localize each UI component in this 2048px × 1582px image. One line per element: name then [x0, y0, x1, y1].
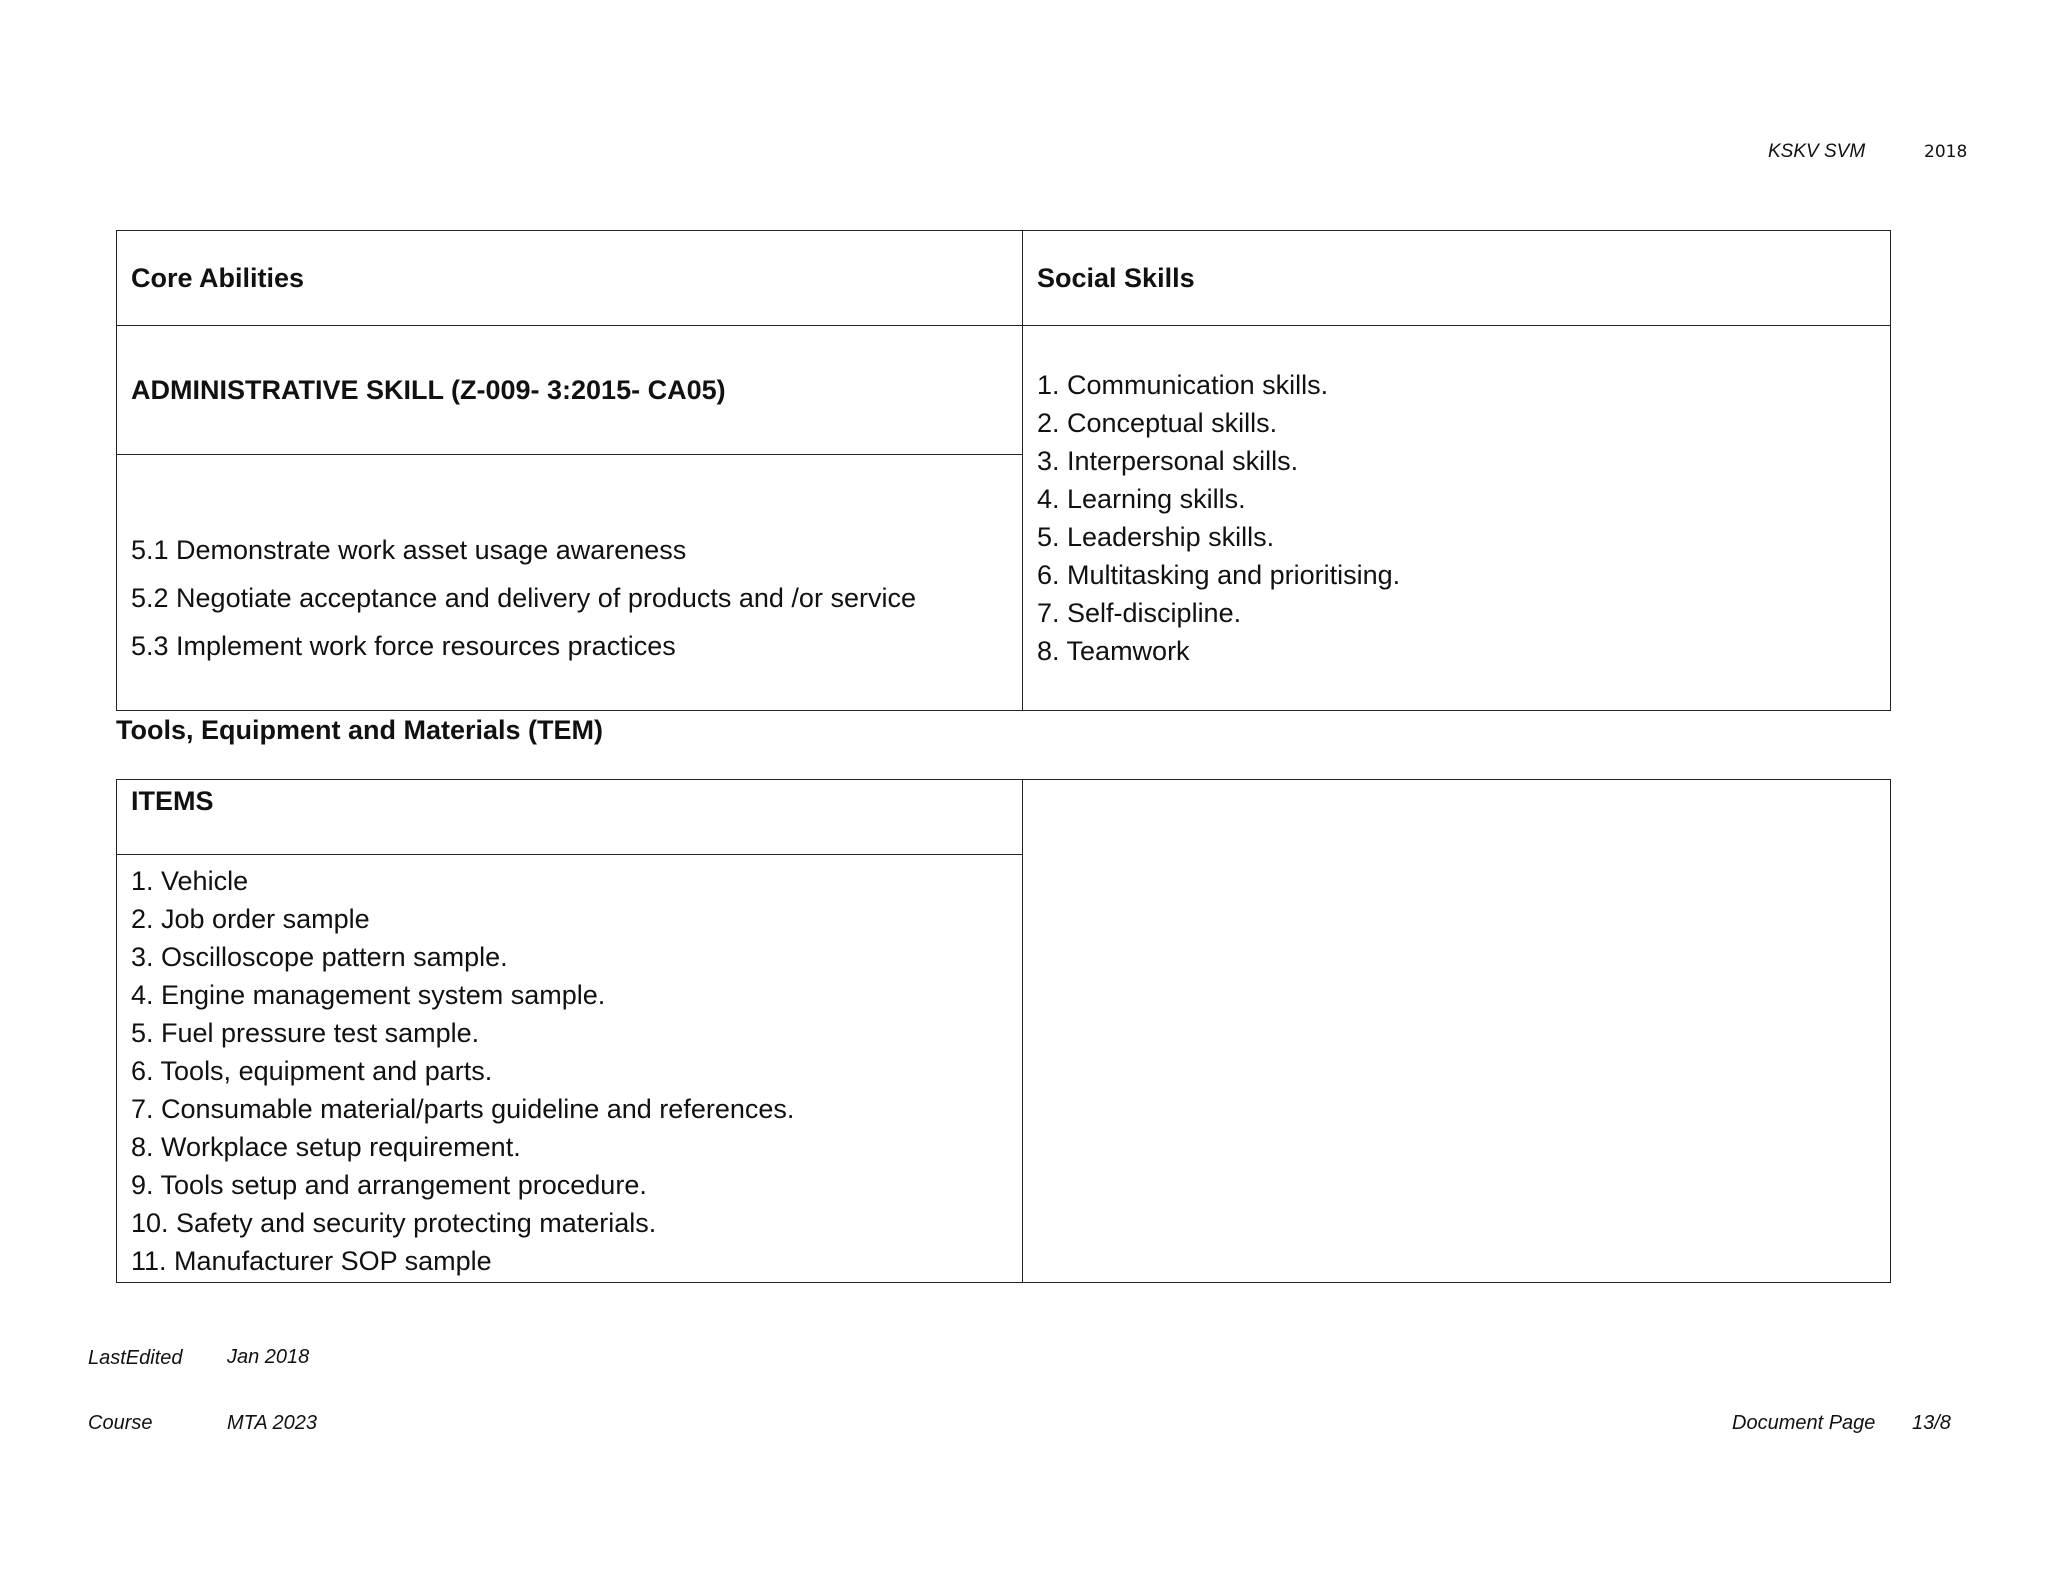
list-item: 6. Multitasking and prioritising. [1037, 560, 1401, 590]
list-item: 1. Vehicle [131, 866, 249, 896]
tem-table-header-row [117, 780, 1891, 855]
list-item: 6. Tools, equipment and parts. [131, 1056, 493, 1086]
tem-table [116, 779, 1891, 1283]
items-cell [117, 855, 1023, 1283]
items-list [131, 862, 1008, 1280]
ability-elements-list [131, 532, 1008, 664]
list-item: 8. Teamwork [1037, 636, 1190, 666]
social-skills-cell [1023, 326, 1891, 711]
items-header: ITEMS [117, 780, 1023, 855]
social-skills-header: Social Skills [1023, 231, 1891, 326]
list-item: 10. Safety and security protecting materials. [131, 1208, 657, 1238]
list-item: 7. Self-discipline. [1037, 598, 1242, 628]
list-item: 2. Conceptual skills. [1037, 408, 1278, 438]
footer-course-value: MTA 2023 [227, 1412, 318, 1434]
list-item: 8. Workplace setup requirement. [131, 1132, 521, 1162]
ability-element: 5.3 Implement work force resources practices [131, 630, 676, 661]
footer-page-label: Document Page [1732, 1412, 1876, 1434]
list-item: 4. Learning skills. [1037, 484, 1246, 514]
ability-elements-cell [117, 455, 1023, 711]
tem-section-title: Tools, Equipment and Materials (TEM) [116, 715, 604, 745]
list-item: 4. Engine management system sample. [131, 980, 606, 1010]
list-item: 3. Oscilloscope pattern sample. [131, 942, 508, 972]
list-item: 9. Tools setup and arrangement procedure. [131, 1170, 647, 1200]
list-item: 3. Interpersonal skills. [1037, 446, 1299, 476]
footer-last-edited-label: LastEdited [88, 1347, 183, 1369]
core-table-body-row [117, 326, 1891, 455]
tem-empty-cell [1023, 780, 1891, 1283]
list-item: 1. Communication skills. [1037, 370, 1329, 400]
list-item: 5. Fuel pressure test sample. [131, 1018, 480, 1048]
list-item: 7. Consumable material/parts guideline and references. [131, 1094, 795, 1124]
ability-element: 5.1 Demonstrate work asset usage awareness [131, 534, 687, 565]
footer-last-edited-value: Jan 2018 [227, 1346, 310, 1368]
core-abilities-table [116, 230, 1891, 711]
header-year: 2018 [1924, 142, 1968, 162]
ability-element: 5.2 Negotiate acceptance and delivery of products and /or service [131, 582, 916, 613]
core-abilities-header: Core Abilities [117, 231, 1023, 326]
ability-title: ADMINISTRATIVE SKILL (Z-009- 3:2015- CA05) [117, 326, 1023, 455]
page-header [1768, 141, 2008, 165]
list-item: 11. Manufacturer SOP sample [131, 1246, 492, 1276]
list-item: 5. Leadership skills. [1037, 522, 1275, 552]
footer-course-label: Course [88, 1412, 153, 1434]
footer-page-number: 13/8 [1912, 1412, 1951, 1434]
core-table-header-row [117, 231, 1891, 326]
list-item: 2. Job order sample [131, 904, 370, 934]
social-skills-list [1037, 366, 1876, 670]
header-org: KSKV SVM [1768, 141, 1866, 162]
